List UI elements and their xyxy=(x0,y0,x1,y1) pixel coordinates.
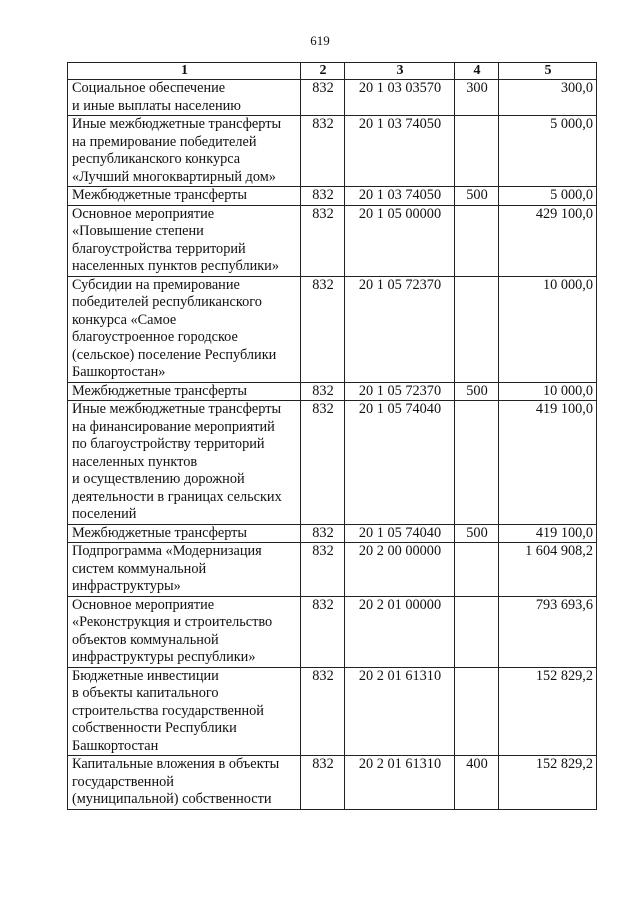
table-row xyxy=(68,667,597,756)
row-csr-cell: 20 2 01 61310 xyxy=(345,667,455,756)
row-ved-cell: 832 xyxy=(301,205,345,276)
row-sum-cell: 1 604 908,2 xyxy=(499,543,597,597)
table-row xyxy=(68,401,597,525)
row-csr-cell: 20 2 01 00000 xyxy=(345,596,455,667)
row-ved-cell: 832 xyxy=(301,401,345,525)
row-vr-cell: 500 xyxy=(455,382,499,401)
row-csr-cell: 20 2 01 61310 xyxy=(345,756,455,810)
row-vr-cell: 400 xyxy=(455,756,499,810)
row-name-cell: Основное мероприятие «Реконструкция и строительство объектов коммунальной инфраструктуры республики» xyxy=(68,596,301,667)
row-ved-cell: 832 xyxy=(301,524,345,543)
row-ved-cell: 832 xyxy=(301,543,345,597)
row-name-cell: Иные межбюджетные трансферты на финансирование мероприятий по благоустройству территорий населенных пунктов и осуществлению дорожной деятельности в границах сельских поселений xyxy=(68,401,301,525)
row-sum-cell: 419 100,0 xyxy=(499,524,597,543)
row-vr-cell xyxy=(455,205,499,276)
row-csr-cell: 20 1 05 72370 xyxy=(345,382,455,401)
table-row xyxy=(68,116,597,187)
row-sum-cell: 10 000,0 xyxy=(499,382,597,401)
row-csr-cell: 20 1 05 74040 xyxy=(345,524,455,543)
row-ved-cell: 832 xyxy=(301,116,345,187)
table-row xyxy=(68,524,597,543)
row-vr-cell: 500 xyxy=(455,524,499,543)
page-number: 619 xyxy=(310,33,330,48)
column-header: 1 xyxy=(68,63,301,80)
row-sum-cell: 419 100,0 xyxy=(499,401,597,525)
row-csr-cell: 20 1 03 74050 xyxy=(345,116,455,187)
column-header: 2 xyxy=(301,63,345,80)
row-sum-cell: 429 100,0 xyxy=(499,205,597,276)
row-ved-cell: 832 xyxy=(301,80,345,116)
row-name-cell: Иные межбюджетные трансферты на премирование победителей республиканского конкурса «Лучший многоквартирный дом» xyxy=(68,116,301,187)
table-row xyxy=(68,596,597,667)
row-name-cell: Межбюджетные трансферты xyxy=(68,524,301,543)
row-csr-cell: 20 1 05 74040 xyxy=(345,401,455,525)
table-row xyxy=(68,756,597,810)
row-csr-cell: 20 2 00 00000 xyxy=(345,543,455,597)
budget-table xyxy=(67,62,597,810)
row-sum-cell: 300,0 xyxy=(499,80,597,116)
row-csr-cell: 20 1 03 03570 xyxy=(345,80,455,116)
row-sum-cell: 10 000,0 xyxy=(499,276,597,382)
row-name-cell: Бюджетные инвестиции в объекты капитального строительства государственной собственности Республики Башкортостан xyxy=(68,667,301,756)
table-header-row xyxy=(68,63,597,80)
row-name-cell: Основное мероприятие «Повышение степени благоустройства территорий населенных пунктов республики» xyxy=(68,205,301,276)
column-header: 3 xyxy=(345,63,455,80)
row-ved-cell: 832 xyxy=(301,276,345,382)
row-ved-cell: 832 xyxy=(301,667,345,756)
row-vr-cell xyxy=(455,276,499,382)
row-name-cell: Межбюджетные трансферты xyxy=(68,187,301,206)
row-ved-cell: 832 xyxy=(301,596,345,667)
row-vr-cell xyxy=(455,401,499,525)
row-sum-cell: 152 829,2 xyxy=(499,756,597,810)
row-sum-cell: 793 693,6 xyxy=(499,596,597,667)
row-vr-cell xyxy=(455,667,499,756)
row-csr-cell: 20 1 05 00000 xyxy=(345,205,455,276)
row-name-cell: Подпрограмма «Модернизация систем коммунальной инфраструктуры» xyxy=(68,543,301,597)
column-header: 4 xyxy=(455,63,499,80)
row-vr-cell xyxy=(455,543,499,597)
row-name-cell: Капитальные вложения в объекты государственной (муниципальной) собственности xyxy=(68,756,301,810)
column-header: 5 xyxy=(499,63,597,80)
table-row xyxy=(68,382,597,401)
row-name-cell: Социальное обеспечение и иные выплаты населению xyxy=(68,80,301,116)
table-row xyxy=(68,80,597,116)
row-csr-cell: 20 1 03 74050 xyxy=(345,187,455,206)
row-vr-cell xyxy=(455,116,499,187)
table-row xyxy=(68,543,597,597)
table-row xyxy=(68,205,597,276)
row-csr-cell: 20 1 05 72370 xyxy=(345,276,455,382)
row-vr-cell: 500 xyxy=(455,187,499,206)
row-sum-cell: 152 829,2 xyxy=(499,667,597,756)
row-sum-cell: 5 000,0 xyxy=(499,116,597,187)
table-row xyxy=(68,276,597,382)
row-name-cell: Межбюджетные трансферты xyxy=(68,382,301,401)
row-name-cell: Субсидии на премирование победителей республиканского конкурса «Самое благоустроенное городское (сельское) поселение Республики Башкортостан» xyxy=(68,276,301,382)
table-row xyxy=(68,187,597,206)
row-vr-cell xyxy=(455,596,499,667)
row-ved-cell: 832 xyxy=(301,382,345,401)
row-sum-cell: 5 000,0 xyxy=(499,187,597,206)
row-ved-cell: 832 xyxy=(301,187,345,206)
row-vr-cell: 300 xyxy=(455,80,499,116)
row-ved-cell: 832 xyxy=(301,756,345,810)
